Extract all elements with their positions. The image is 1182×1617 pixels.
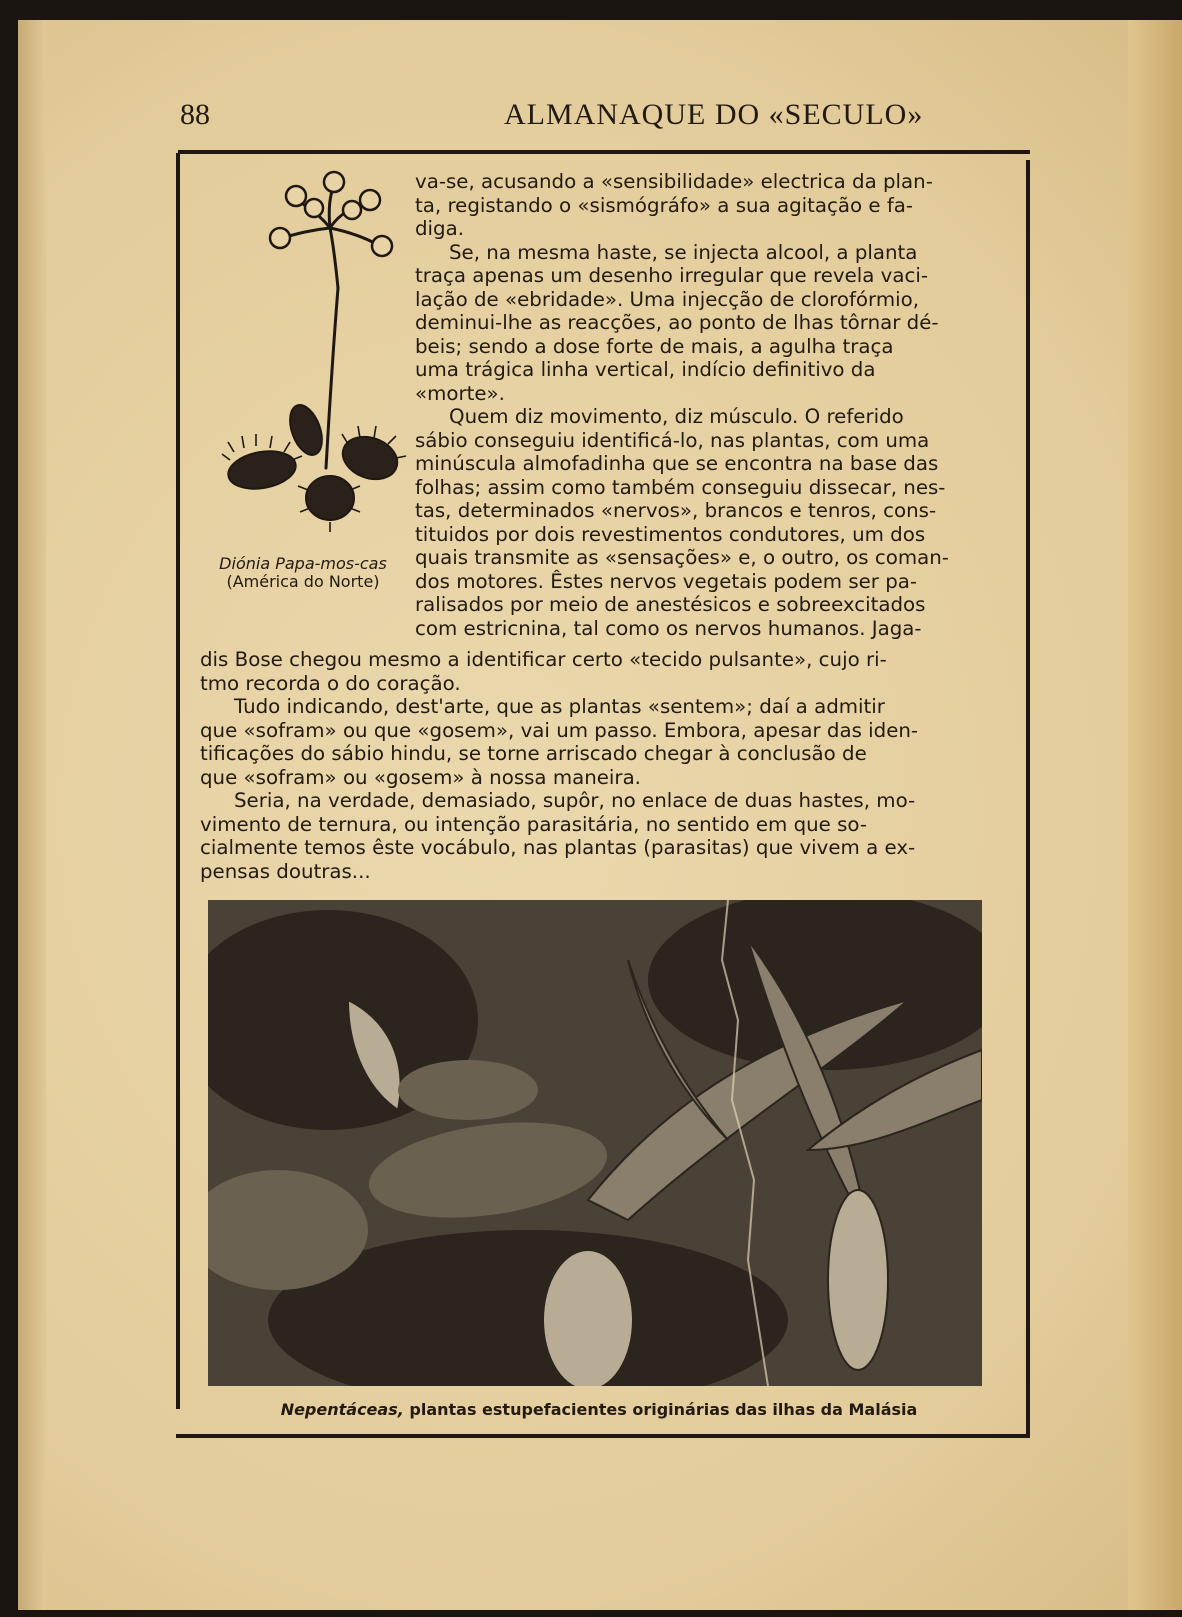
plant-caption-place: (América do Norte) — [226, 572, 380, 591]
text-line: que «sofram» ou «gosem» à nossa maneira. — [200, 765, 641, 789]
text-line: «morte». — [415, 381, 505, 405]
text-line: folhas; assim como também conseguiu dissecar, nes- — [415, 475, 946, 499]
text-line: beis; sendo a dose forte de mais, a agulha traça — [415, 334, 894, 358]
text-line: tmo recorda o do coração. — [200, 671, 461, 695]
text-line: pensas doutras... — [200, 859, 371, 883]
text-line: sábio conseguiu identificá-lo, nas plantas, com uma — [415, 428, 930, 452]
text-line: Tudo indicando, dest'arte, que as plantas «sentem»; daí a admitir — [234, 695, 885, 718]
pitcher-plant-photo-icon — [208, 900, 982, 1386]
frame-rule-top — [178, 150, 1030, 154]
page-edge — [1128, 20, 1182, 1610]
text-line: ta, registando o «sismógráfo» a sua agitação e fa- — [415, 193, 914, 217]
text-line: vimento de ternura, ou intenção parasitária, no sentido em que so- — [200, 812, 868, 836]
text-line: deminui-lhe as reacções, ao ponto de lhas tôrnar dé- — [415, 311, 939, 334]
text-line: Se, na mesma haste, se injecta alcool, a planta — [449, 240, 918, 264]
text-line: tificações do sábio hindu, se torne arriscado chegar à conclusão de — [200, 742, 867, 765]
article-column-wide — [200, 648, 998, 883]
photo-caption — [200, 1400, 998, 1419]
venus-flytrap-illustration-icon — [210, 168, 410, 548]
text-line: cialmente temos êste vocábulo, nas plantas (parasitas) que vivem a ex- — [200, 836, 916, 859]
text-line: ralisados por meio de anestésicos e sobreexcitados — [415, 593, 926, 616]
photo-caption-name: Nepentáceas, — [280, 1400, 404, 1419]
text-line: tituidos por dois revestimentos condutores, um dos — [415, 522, 926, 546]
plant-caption-name: Diónia Papa-mos-cas — [219, 554, 387, 573]
text-line: diga. — [415, 217, 465, 240]
text-line: dis Bose chegou mesmo a identificar certo «tecido pulsante», cujo ri- — [200, 648, 887, 671]
frame-rule-bottom — [176, 1434, 1030, 1438]
page-binding — [18, 20, 46, 1610]
text-line: uma trágica linha vertical, indício definitivo da — [415, 358, 876, 381]
text-line: va-se, acusando a «sensibilidade» electrica da plan- — [415, 170, 933, 193]
page-number: 88 — [180, 98, 210, 131]
frame-rule-right — [1026, 160, 1030, 1438]
text-line: Quem diz movimento, diz músculo. O referido — [449, 405, 904, 428]
text-line: tas, determinados «nervos», brancos e tenros, cons- — [415, 499, 937, 522]
article-column-narrow — [415, 170, 998, 640]
text-line: lação de «ebridade». Uma injecção de clorofórmio, — [415, 287, 919, 311]
text-line: quais transmite as «sensações» e, o outro, os coman- — [415, 546, 949, 569]
text-line: que «sofram» ou que «gosem», vai um passo. Embora, apesar das iden- — [200, 718, 919, 742]
frame-rule-left — [176, 153, 180, 1409]
text-line: traça apenas um desenho irregular que revela vaci- — [415, 264, 928, 287]
text-line: Seria, na verdade, demasiado, supôr, no enlace de duas hastes, mo- — [234, 789, 916, 812]
text-line: com estricnina, tal como os nervos humanos. Jaga- — [415, 616, 922, 640]
almanac-page — [18, 20, 1182, 1610]
text-line: dos motores. Êstes nervos vegetais podem ser pa- — [415, 569, 918, 593]
photo-caption-rest: plantas estupefacientes originárias das ilhas da Malásia — [403, 1400, 918, 1419]
running-head: ALMANAQUE DO «SECULO» — [504, 98, 924, 131]
text-line: minúscula almofadinha que se encontra na base das — [415, 452, 939, 475]
plant-caption — [198, 555, 408, 591]
